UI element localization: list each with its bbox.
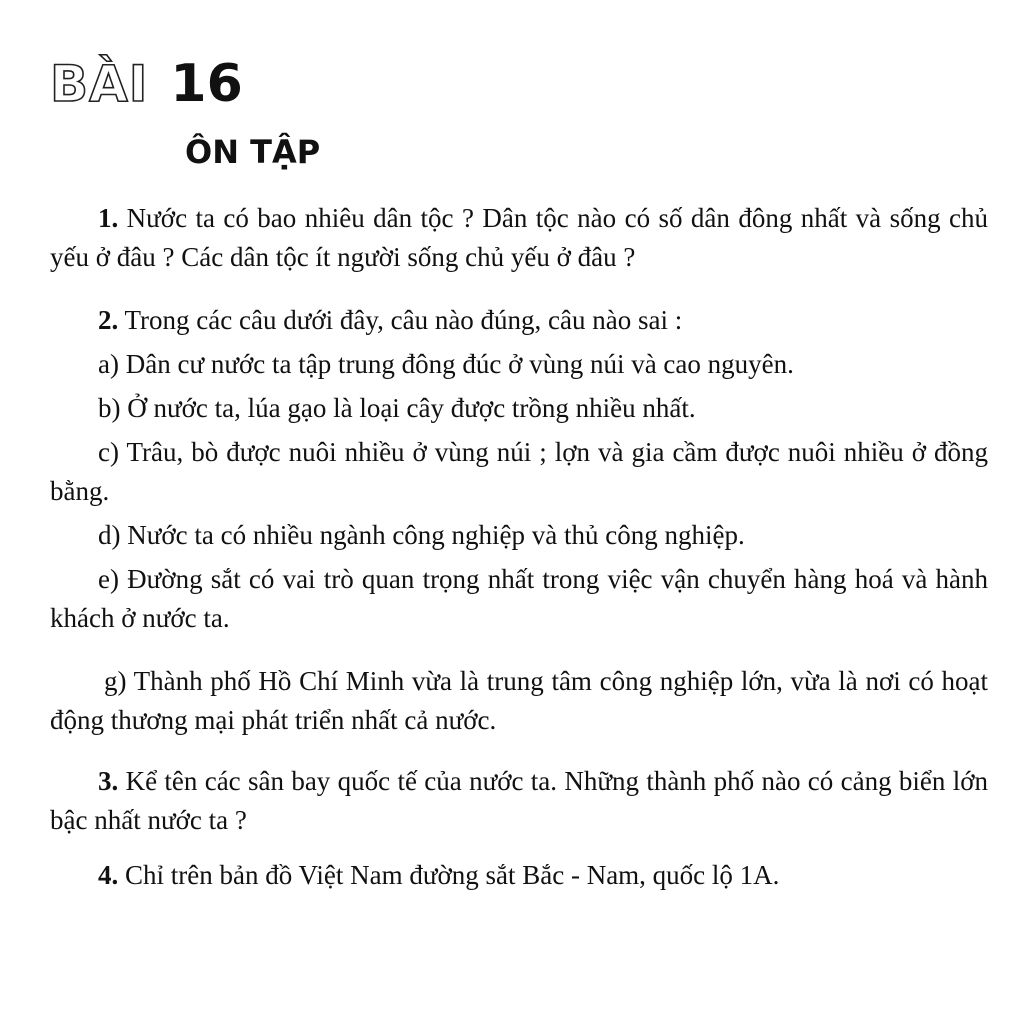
statement-a: a) Dân cư nước ta tập trung đông đúc ở vùng núi và cao nguyên. — [98, 349, 794, 379]
question-1-number: 1. — [98, 203, 119, 233]
statement-c: c) Trâu, bò được nuôi nhiều ở vùng núi ; lợn và gia cầm được nuôi nhiều ở đồng bằng. — [50, 437, 988, 506]
question-4 — [50, 856, 988, 895]
question-2-number: 2. — [98, 305, 119, 335]
statement-b: b) Ở nước ta, lúa gạo là loại cây được trồng nhiều nhất. — [98, 393, 696, 423]
statement-d: d) Nước ta có nhiều ngành công nghiệp và thủ công nghiệp. — [98, 520, 745, 550]
question-1-text: Nước ta có bao nhiêu dân tộc ? Dân tộc nào có số dân đông nhất và sống chủ yếu ở đâu ? Các dân tộc ít người sống chủ yếu ở đâu ? — [50, 203, 988, 272]
question-3-text: Kể tên các sân bay quốc tế của nước ta. Những thành phố nào có cảng biển lớn bậc nhất nước ta ? — [50, 766, 988, 835]
statement-g: g) Thành phố Hồ Chí Minh vừa là trung tâm công nghiệp lớn, vừa là nơi có hoạt động thương mại phát triển nhất cả nước. — [50, 666, 988, 735]
lesson-word: BÀI — [50, 55, 149, 113]
lesson-title: ÔN TẬP — [185, 133, 321, 171]
question-4-number: 4. — [98, 860, 119, 890]
question-2-text: Trong các câu dưới đây, câu nào đúng, câu nào sai : — [118, 305, 683, 335]
question-1 — [50, 199, 988, 277]
lesson-number: 16 — [170, 54, 243, 114]
statement-e: e) Đường sắt có vai trò quan trọng nhất trong việc vận chuyển hàng hoá và hành khách ở nước ta. — [50, 564, 988, 633]
lesson-header — [50, 52, 243, 122]
question-3 — [50, 762, 988, 840]
question-3-number: 3. — [98, 766, 119, 796]
question-list — [50, 199, 988, 895]
question-4-text: Chỉ trên bản đồ Việt Nam đường sắt Bắc - Nam, quốc lộ 1A. — [118, 860, 780, 890]
question-2 — [50, 301, 988, 340]
